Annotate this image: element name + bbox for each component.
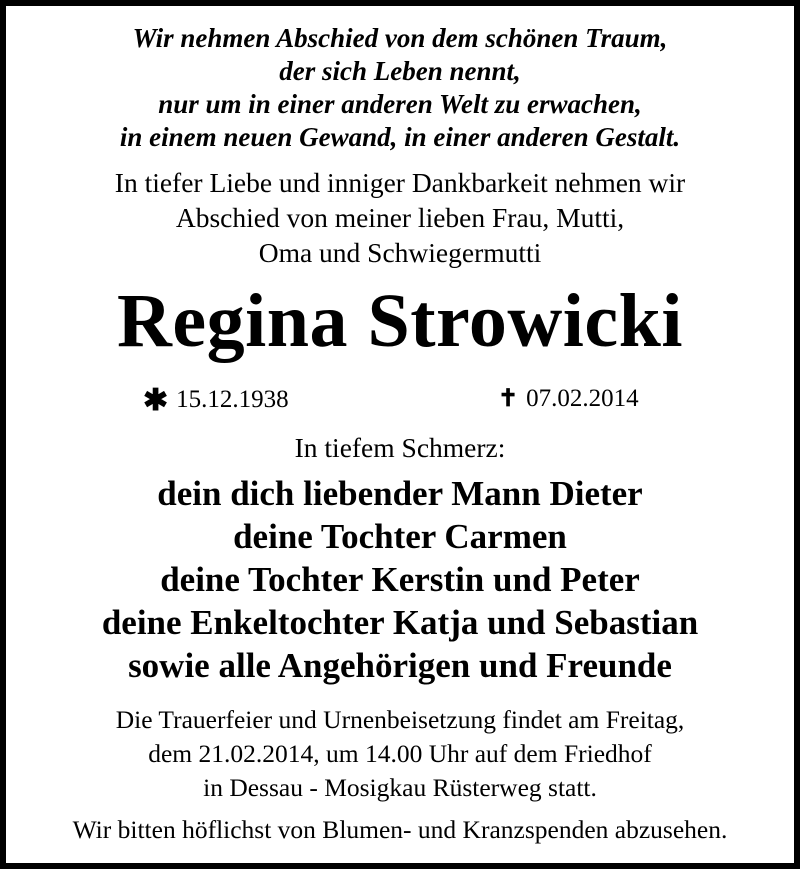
birth-date-group: [143, 386, 289, 416]
death-date: 07.02.2014: [526, 385, 639, 412]
poem-line-4: in einem neuen Gewand, in einer anderen Gestalt.: [119, 122, 681, 152]
intro-line-3: Oma und Schwiegermutti: [258, 237, 542, 268]
ceremony-line-3: in Dessau - Mosigkau Rüsterweg statt.: [203, 773, 597, 802]
family-line-5: sowie alle Angehörigen und Freunde: [128, 646, 672, 685]
birth-star-icon: ✱: [143, 384, 169, 417]
intro-line-1: In tiefer Liebe und inniger Dankbarkeit nehmen wir: [114, 167, 686, 198]
deceased-name: Regina Strowicki: [116, 279, 684, 363]
family-line-2: deine Tochter Carmen: [233, 517, 567, 556]
intro-line-2: Abschied von meiner lieben Frau, Mutti,: [175, 202, 625, 233]
mourning-heading: In tiefem Schmerz:: [294, 432, 506, 463]
poem-line-2: der sich Leben nennt,: [279, 56, 521, 86]
family-line-4: deine Enkeltochter Katja und Sebastian: [101, 603, 699, 642]
death-date-group: [498, 386, 639, 411]
family-line-1: dein dich liebender Mann Dieter: [157, 474, 643, 513]
ceremony-line-2: dem 21.02.2014, um 14.00 Uhr auf dem Friedhof: [148, 739, 652, 768]
family-line-3: deine Tochter Kerstin und Peter: [160, 560, 640, 599]
birth-date: 15.12.1938: [176, 386, 289, 413]
closing-note: Wir bitten höflichst von Blumen- und Kranzspenden abzusehen.: [72, 815, 728, 844]
poem-line-3: nur um in einer anderen Welt zu erwachen,: [158, 89, 642, 119]
ceremony-line-1: Die Trauerfeier und Urnenbeisetzung findet am Freitag,: [115, 705, 685, 734]
death-cross-icon: ✝: [498, 386, 519, 412]
poem-line-1: Wir nehmen Abschied von dem schönen Traum,: [132, 23, 668, 53]
